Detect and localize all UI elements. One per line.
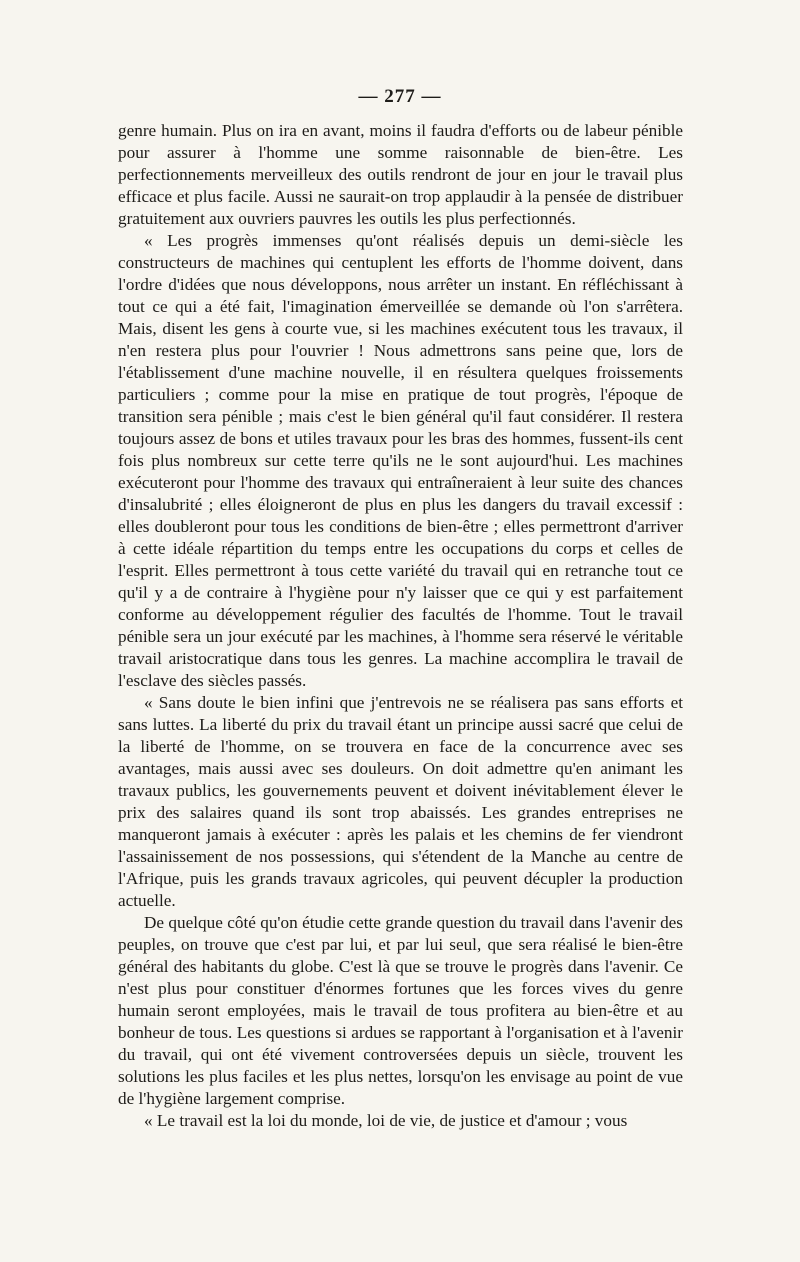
paragraph: genre humain. Plus on ira en avant, moins il faudra d'efforts ou de labeur pénible pour assurer à l'homme une somme raisonnable de bien-être. Les perfectionnements merveilleux des outils rendront de jour en jour le travail plus efficace et plus facile. Aussi ne saurait-on trop applaudir à la pensée de distribuer gratuitement aux ouvriers pauvres les outils les plus perfectionnés. [118,121,683,228]
paragraph: « Le travail est la loi du monde, loi de vie, de justice et d'amour ; vous [144,1111,628,1130]
paragraph: « Les progrès immenses qu'ont réalisés depuis un demi-siècle les constructeurs de machines qui centuplent les efforts de l'homme doivent, dans l'ordre d'idées que nous développons, nous arrêter un instant. En réfléchissant à tout ce qui a été fait, l'imagination émerveillée se demande où l'on s'arrêtera. Mais, disent les gens à courte vue, si les machines exécutent tous les travaux, il n'en restera plus pour l'ouvrier ! Nous admettrons sans peine que, lors de l'établissement d'une machine nouvelle, il en résultera quelques froissements particuliers ; comme pour la mise en pratique de tout progrès, l'époque de transition sera pénible ; mais c'est le bien général qu'il faut considérer. Il restera toujours assez de bons et utiles travaux pour les bras des hommes, fussent-ils cent fois plus nombreux sur cette terre qu'ils ne le sont aujourd'hui. Les machines exécuteront pour l'homme des travaux qui entraîneraient à leur suite des chances d'insalubrité ; elles éloigneront de plus en plus les dangers du travail excessif : elles doubleront pour tous les conditions de bien-être ; elles permettront d'arriver à cette idéale répartition du temps entre les occupations du corps et celles de l'esprit. Elles permettront à tous cette variété du travail qui en retranche tout ce qu'il y a de contraire à l'hygiène pour n'y laisser que ce qui y est parfaitement conforme au développement régulier des facultés de l'homme. Tout le travail pénible sera un jour exécuté par les machines, à l'homme sera réservé le véritable travail aristocratique dans tous les genres. La machine accomplira le travail de l'esclave des siècles passés. [118,231,683,690]
paragraph: « Sans doute le bien infini que j'entrevois ne se réalisera pas sans efforts et sans luttes. La liberté du prix du travail étant un principe aussi sacré que celui de la liberté de l'homme, on se trouvera en face de la concurrence avec ses avantages, mais aussi avec ses douleurs. On doit admettre qu'en animant les travaux publics, les gouvernements peuvent et doivent inévitablement élever le prix des salaires quand ils sont trop abaissés. Les grandes entreprises ne manqueront jamais à exécuter : après les palais et les chemins de fer viendront l'assainissement de nos possessions, qui s'étendent de la Manche au centre de l'Afrique, puis les grands travaux agricoles, qui peuvent décupler la production actuelle. [118,693,683,910]
page-number: — 277 — [358,86,442,107]
body-text [118,120,683,1132]
paragraph: De quelque côté qu'on étudie cette grande question du travail dans l'avenir des peuples, on trouve que c'est par lui, et par lui seul, que sera réalisé le bien-être général des habitants du globe. C'est là que se trouve le progrès dans l'avenir. Ce n'est plus pour constituer d'énormes fortunes que les forces vives du genre humain seront employées, mais le travail de tous profitera au bien-être et au bonheur de tous. Les questions si ardues se rapportant à l'organisation et à l'avenir du travail, qui ont été vivement controversées depuis un siècle, trouvent les solutions les plus faciles et les plus nettes, lorsqu'on les envisage au point de vue de l'hygiène largement comprise. [118,913,683,1108]
